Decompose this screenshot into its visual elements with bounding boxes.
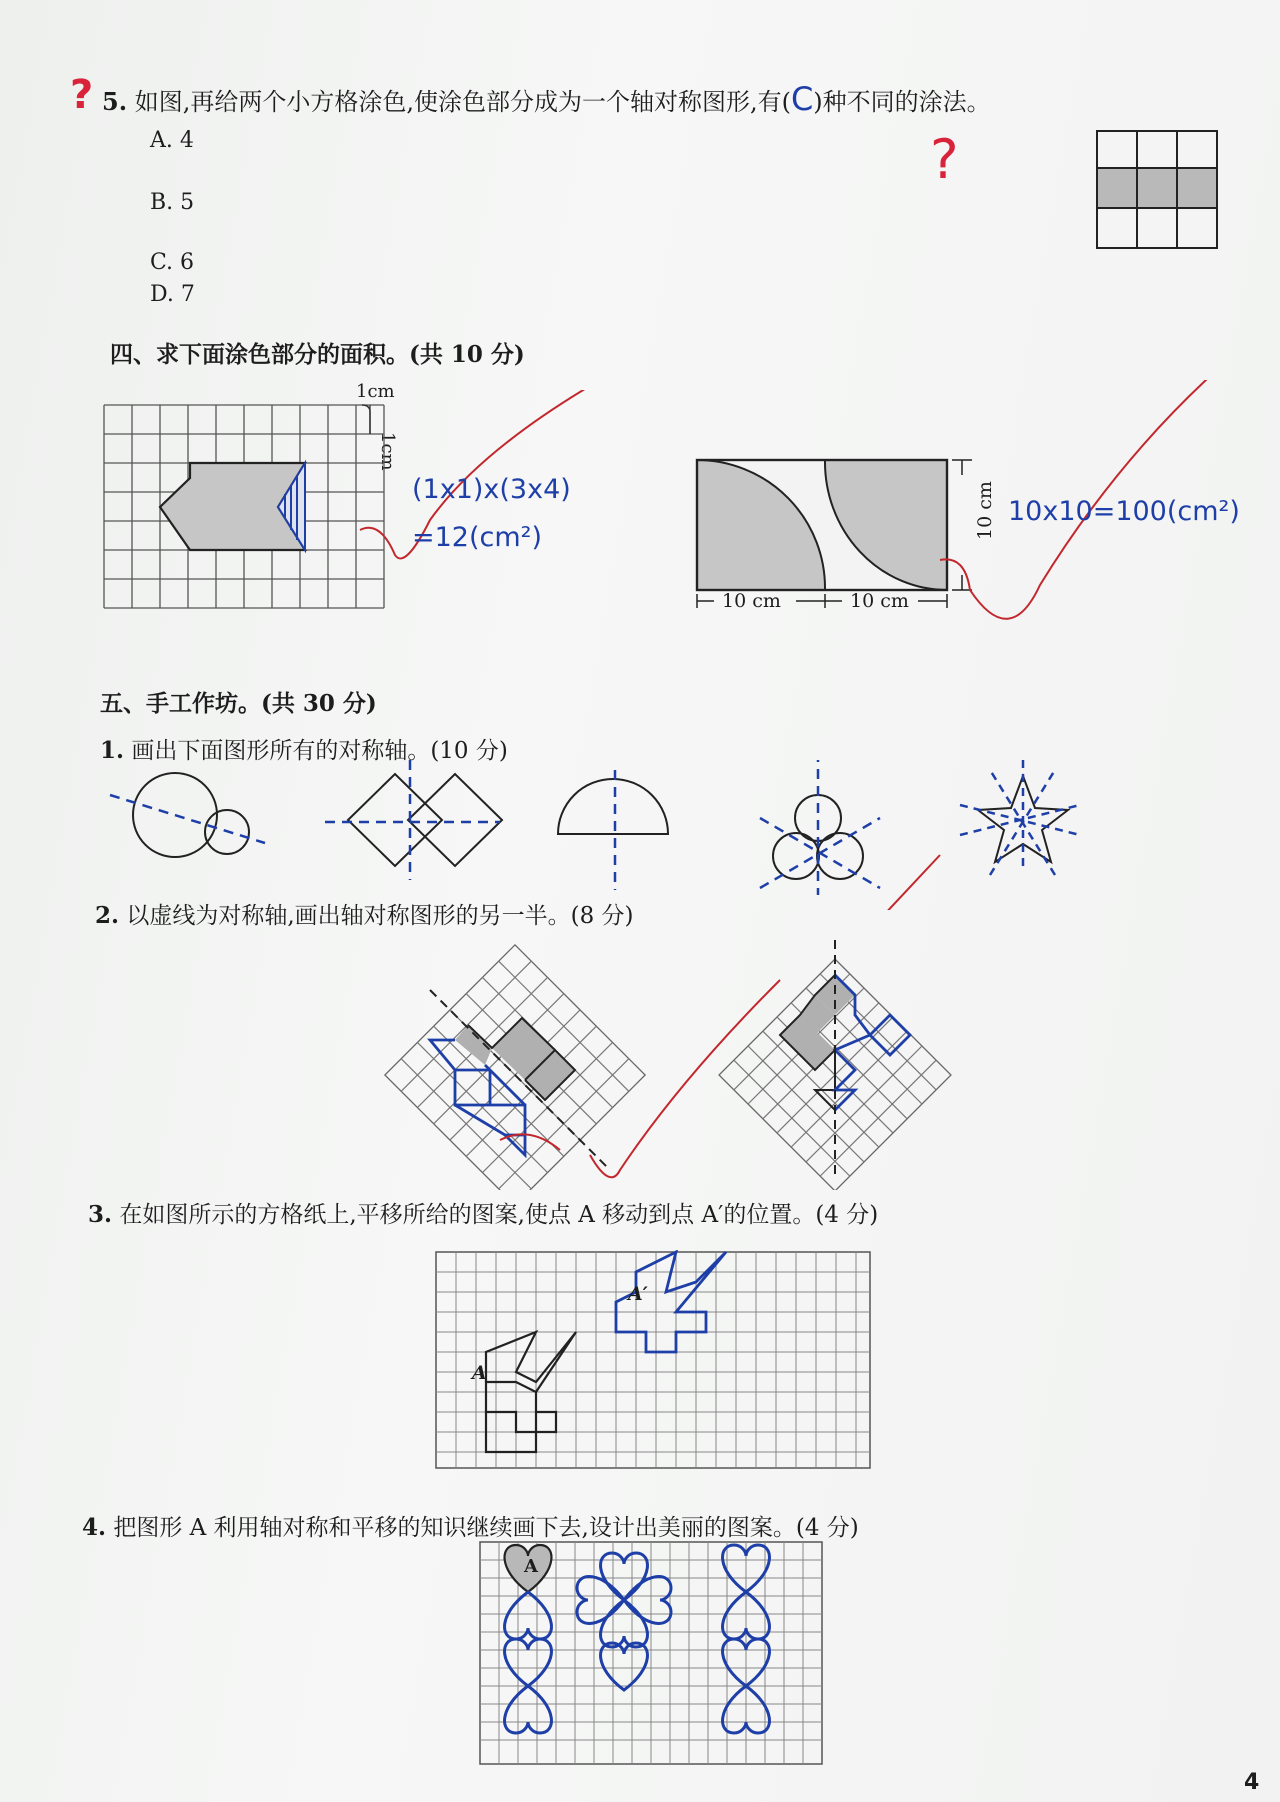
q5-4-text: 把图形 A 利用轴对称和平移的知识继续画下去,设计出美丽的图案。(4 分)	[113, 1515, 859, 1541]
q5-grid-figure	[1094, 128, 1220, 250]
q5-option-d: D. 7	[150, 282, 195, 307]
q5-answer: C	[790, 80, 814, 118]
q5-line	[102, 80, 991, 118]
section5-title: 五、手工作坊。(共 30 分)	[100, 690, 377, 717]
heart-label-a: A	[524, 1556, 538, 1577]
q5-text-before: 如图,再给两个小方格涂色,使涂色部分成为一个轴对称图形,有(	[134, 88, 791, 116]
label-a: A	[472, 1362, 487, 1384]
half-figure-drawings	[360, 940, 980, 1190]
label-a-prime: A′	[628, 1283, 648, 1305]
q5-number: 5.	[102, 87, 128, 116]
q5-4-number: 4.	[82, 1514, 107, 1541]
dim-height: 10 cm	[974, 481, 996, 540]
section4-figure-1	[100, 390, 640, 620]
symmetry-axes-figures	[100, 760, 1100, 910]
q5-text-after: )种不同的涂法。	[813, 88, 991, 116]
q5-3-text: 在如图所示的方格纸上,平移所给的图案,使点 A 移动到点 A′的位置。(4 分)	[119, 1202, 879, 1228]
dim-width-left: 10 cm	[722, 590, 781, 612]
unit-label-side: 1cm	[377, 432, 398, 471]
q5-option-c: C. 6	[150, 250, 195, 275]
q5-3-number: 3.	[88, 1201, 113, 1228]
q5-1-number: 1.	[100, 737, 125, 764]
q5-2-text: 以虚线为对称轴,画出轴对称图形的另一半。(8 分)	[126, 903, 634, 929]
q5-1-text: 画出下面图形所有的对称轴。(10 分)	[131, 738, 508, 764]
unit-label-top: 1cm	[356, 381, 395, 402]
q5-red-question-mark: ?	[930, 128, 959, 191]
answer-1-line2: =12(cm²)	[412, 522, 543, 553]
q5-2-line	[95, 897, 634, 930]
page-number: 4	[1244, 1770, 1260, 1795]
section4-title: 四、求下面涂色部分的面积。(共 10 分)	[110, 341, 525, 368]
translation-grid	[434, 1250, 874, 1472]
red-question-mark: ?	[70, 72, 94, 118]
dim-width-right: 10 cm	[850, 590, 909, 612]
q5-2-number: 2.	[95, 902, 120, 929]
q5-option-a: A. 4	[150, 128, 194, 153]
answer-2: 10x10=100(cm²)	[1008, 496, 1240, 527]
q5-3-line	[88, 1196, 878, 1229]
q5-option-b: B. 5	[150, 190, 195, 215]
q5-4-line	[82, 1509, 859, 1542]
answer-1-line1: (1x1)x(3x4)	[412, 474, 571, 505]
